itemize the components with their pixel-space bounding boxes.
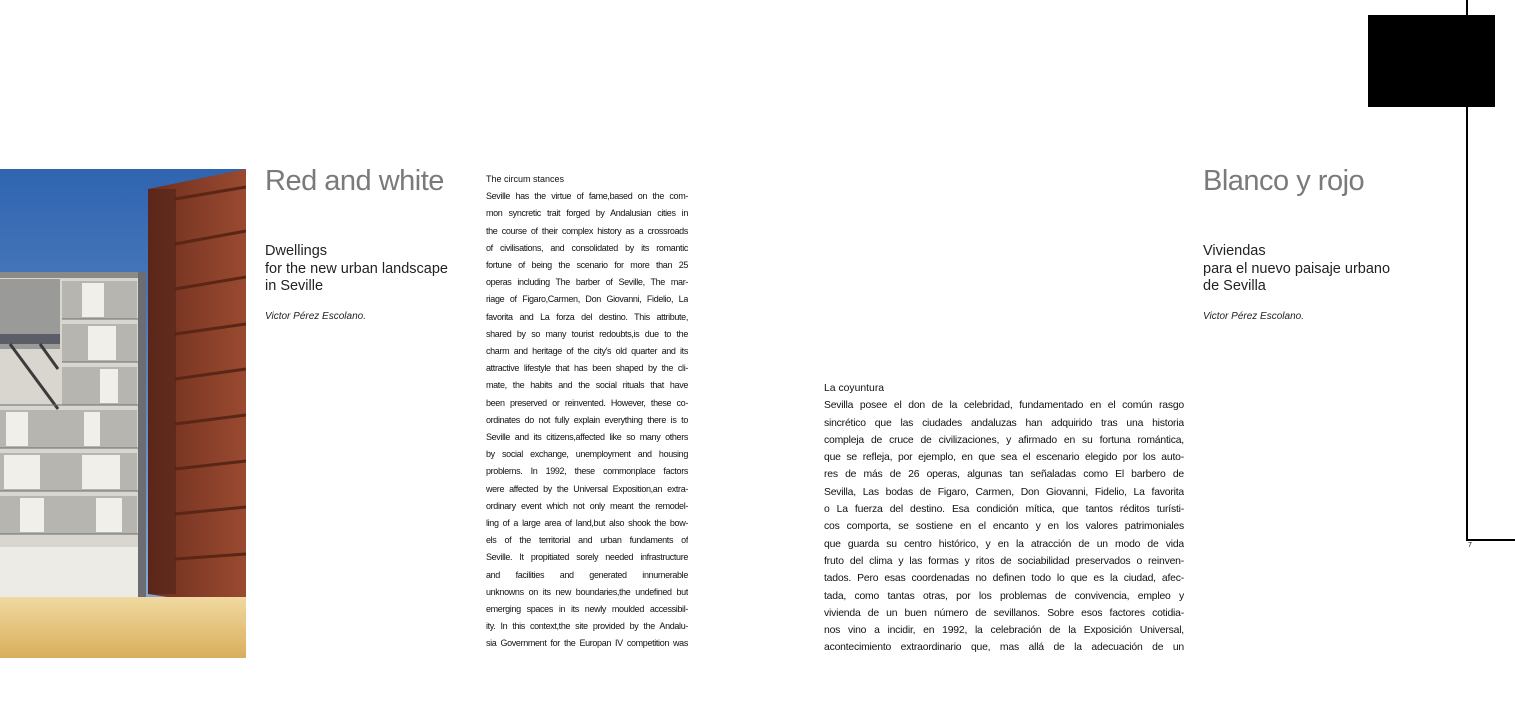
- subtitle-en: [265, 243, 448, 296]
- body-line: of civilisations, and consolidated by its romantic: [486, 242, 688, 253]
- horizontal-rule: [1466, 539, 1515, 541]
- building-facade-image: [0, 169, 246, 658]
- body-column-es: [824, 380, 1184, 657]
- body-line: operas including The barber of Seville, The mar-: [486, 277, 688, 288]
- body-line: shared by so many tourist redoubts,is due to the: [486, 328, 688, 339]
- body-line: been preserved or reinvented. However, these co-: [486, 397, 688, 408]
- body-line: emerging spaces in its newly moulded accessibil-: [486, 604, 688, 615]
- body-line: sincrético que las ciudades andaluzas han adquirido tras una historia: [824, 417, 1184, 429]
- body-heading-es: La coyuntura: [824, 383, 885, 394]
- body-line: o La fuerza del destino. Esa condición mítica, que tantos réditos turísti-: [824, 504, 1184, 516]
- body-line: res de más de 26 operas, algunas tan señaladas como El barbero de: [824, 469, 1184, 481]
- body-line: Sevilla posee el don de la celebridad, fundamentado en el común rasgo: [824, 400, 1184, 412]
- body-line: sia Government for the Europan IV competition was: [486, 638, 688, 649]
- title-en: Red and white: [265, 165, 444, 197]
- body-line: compleja de cruce de civilizaciones, y afirmado en su fortuna romántica,: [824, 434, 1184, 446]
- body-line: by social exchange, unemployment and housing: [486, 449, 688, 460]
- body-heading-en: The circum stances: [486, 174, 565, 184]
- subtitle-es: [1203, 243, 1390, 296]
- vertical-rule: [1466, 0, 1468, 541]
- body-line: Sevilla, Las bodas de Figaro, Carmen, Don Giovanni, Fidelio, La favorita: [824, 486, 1184, 498]
- building-photo: [0, 169, 246, 658]
- body-line: els of the territorial and urban fundaments of: [486, 535, 688, 546]
- body-line: ordinary event which not only meant the remodel-: [486, 500, 688, 511]
- body-line: que se refleja, por ejemplo, en que sea el escenario elegido por los auto-: [824, 452, 1184, 464]
- body-text-en: [486, 188, 688, 652]
- body-line: riage of Figaro,Carmen, Don Giovanni, Fidelio, La: [486, 294, 688, 305]
- body-line: favorita and La forza del destino. This attribute,: [486, 311, 688, 322]
- body-line: fruto del clima y las formas y ritos de sociabilidad preservados o reinven-: [824, 555, 1184, 567]
- black-block: [1368, 15, 1495, 107]
- body-line: Seville and its citizens,affected like so many others: [486, 432, 688, 443]
- page-number: 7: [1468, 542, 1472, 549]
- body-line: unknowns on its new boundaries,the undefined but: [486, 586, 688, 597]
- body-column-en: [486, 171, 688, 653]
- body-line: mate, the habits and the social rituals that have: [486, 380, 688, 391]
- body-line: were affected by the Universal Exposition,an extra-: [486, 483, 688, 494]
- body-line: Seville has the virtue of fame,based on the com-: [486, 191, 688, 202]
- subtitle-line: de Sevilla: [1203, 278, 1266, 294]
- body-line: cos comporta, se sostiene en el encanto y en los valores patrimoniales: [824, 521, 1184, 533]
- subtitle-line: Dwellings: [265, 243, 328, 259]
- body-line: ity. In this context,the site provided by the Andalu-: [486, 621, 688, 632]
- subtitle-line: in Seville: [265, 278, 324, 294]
- body-line: ordinates do not fully explain everything there is to: [486, 414, 688, 425]
- body-line: attractive lifestyle that has been shaped by the cli-: [486, 363, 688, 374]
- body-line: que guarda su centro histórico, y en la atracción de un modo de vida: [824, 538, 1184, 550]
- body-line: acontecimiento extraordinario que, mas allá de la adecuación de un: [824, 642, 1184, 654]
- subtitle-line: para el nuevo paisaje urbano: [1203, 260, 1391, 277]
- body-line: mon syncretic trait forged by Andalusian cities in: [486, 208, 688, 219]
- body-text-es: [824, 397, 1184, 656]
- author-en: Victor Pérez Escolano.: [265, 311, 366, 322]
- subtitle-line: for the new urban landscape: [265, 260, 448, 277]
- body-line: ling of a large area of land,but also shook the bow-: [486, 518, 688, 529]
- body-line: problems. In 1992, these commonplace factors: [486, 466, 688, 477]
- body-line: tada, como tantas otras, por los problemas de convivencia, empleo y: [824, 590, 1184, 602]
- author-es: Victor Pérez Escolano.: [1203, 311, 1304, 322]
- body-line: charm and heritage of the city's old quarter and its: [486, 346, 688, 357]
- body-line: vivienda de un buen número de sevillanos. Sobre esos factores cotidia-: [824, 607, 1184, 619]
- body-line: tados. Pero esas coordenadas no definen todo lo que es la ciudad, afec-: [824, 573, 1184, 585]
- body-line: Seville. It propitiated sorely needed infrastructure: [486, 552, 688, 563]
- subtitle-line: Viviendas: [1203, 243, 1266, 259]
- title-es: Blanco y rojo: [1203, 165, 1365, 197]
- body-line: nos vino a incidir, en 1992, la celebración de la Exposición Universal,: [824, 625, 1184, 637]
- body-line: and facilities and generated innumerable: [486, 569, 688, 580]
- body-line: fortune of being the scenario for more than 25: [486, 260, 688, 271]
- body-line: the course of their complex history as a crossroads: [486, 225, 688, 236]
